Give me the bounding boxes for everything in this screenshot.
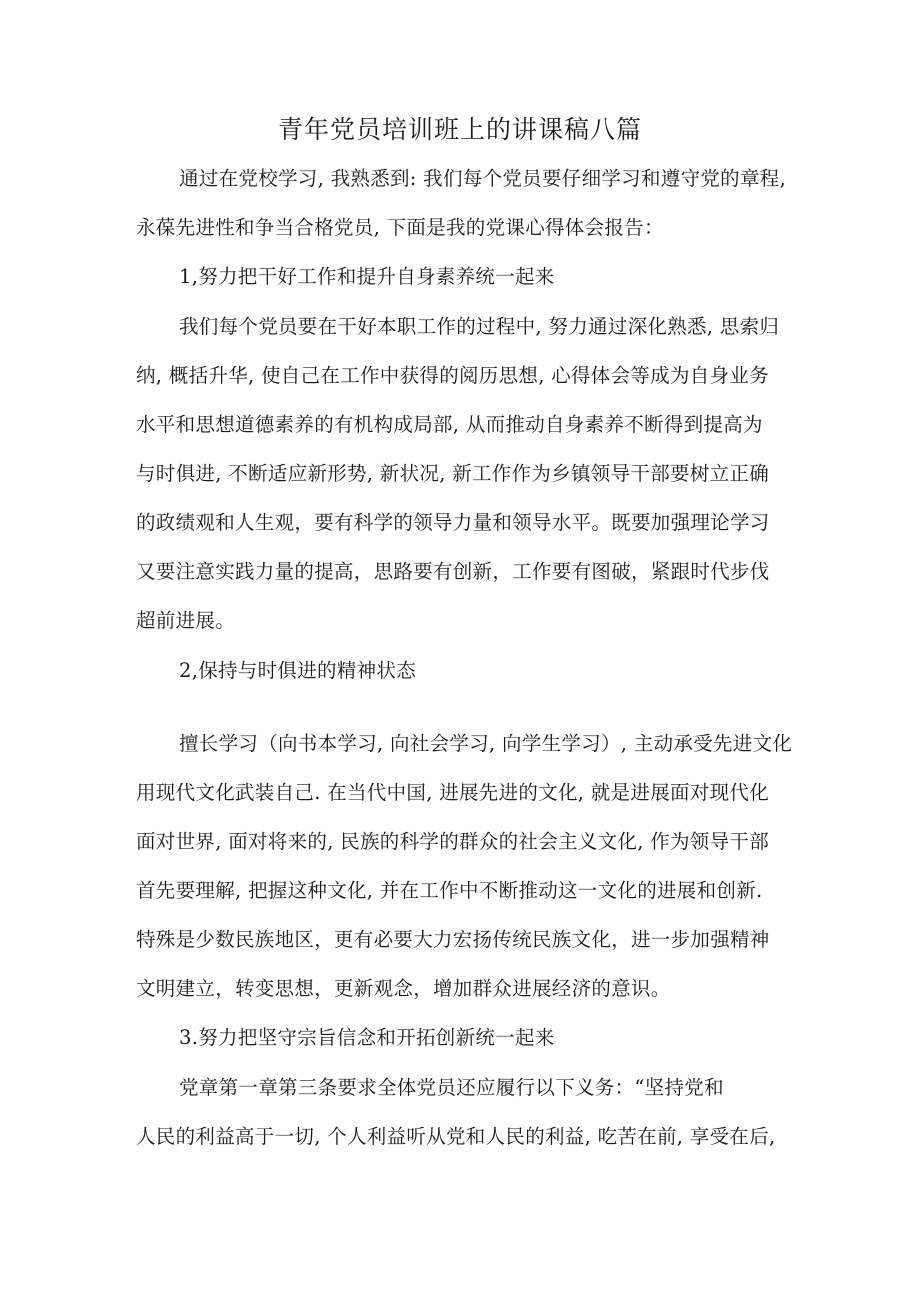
text-line: 面对世界, 面对将来的, 民族的科学的群众的社会主义文化, 作为领导干部 [136, 830, 769, 853]
text-line: 我们每个党员要在干好本职工作的过程中, 努力通过深化熟悉, 思索归 [179, 315, 780, 338]
text-line: 党章第一章第三条要求全体党员还应履行以下义务：“坚持党和 [179, 1076, 724, 1099]
text-line: 首先要理解, 把握这种文化, 并在工作中不断推动这一文化的进展和创新. [136, 879, 763, 902]
section-heading-1: 1,努力把干好工作和提升自身素养统一起来 [179, 265, 555, 288]
document-title: 青年党员培训班上的讲课稿八篇 [277, 115, 642, 144]
text-line: 文明建立，转变思想，更新观念，增加群众进展经济的意识。 [136, 977, 671, 1000]
text-line: 的政绩观和人生观，要有科学的领导力量和领导水平。既要加强理论学习 [136, 511, 770, 534]
text-line: 纳, 概括升华, 使自己在工作中获得的阅历思想, 心得体会等成为自身业务 [136, 364, 769, 387]
text-line: 水平和思想道德素养的有机构成局部, 从而推动自身素养不断得到提高为 [136, 413, 763, 436]
text-line: 用现代文化武装自己. 在当代中国, 进展先进的文化, 就是进展面对现代化 [136, 781, 769, 804]
text-line: 超前进展。 [136, 609, 236, 632]
text-line: 永葆先进性和争当合格党员, 下面是我的党课心得体会报告： [136, 216, 664, 239]
text-line: 与时俱进, 不断适应新形势, 新状况, 新工作作为乡镇领导干部要树立正确 [136, 462, 769, 485]
section-heading-3: 3.努力把坚守宗旨信念和开拓创新统一起来 [179, 1026, 555, 1049]
text-line: 特殊是少数民族地区，更有必要大力宏扬传统民族文化，进一步加强精神 [136, 928, 770, 951]
section-heading-2: 2,保持与时俱进的精神状态 [179, 659, 417, 682]
text-line: 又要注意实践力量的提高，思路要有创新，工作要有图破，紧跟时代步伐 [136, 560, 770, 583]
text-line: 通过在党校学习, 我熟悉到: 我们每个党员要仔细学习和遵守党的章程, [179, 167, 787, 190]
text-line: 人民的利益高于一切, 个人利益听从党和人民的利益, 吃苦在前, 享受在后, [136, 1125, 776, 1148]
text-line: 擅长学习（向书本学习, 向社会学习, 向学生学习）, 主动承受先进文化 [179, 732, 793, 755]
